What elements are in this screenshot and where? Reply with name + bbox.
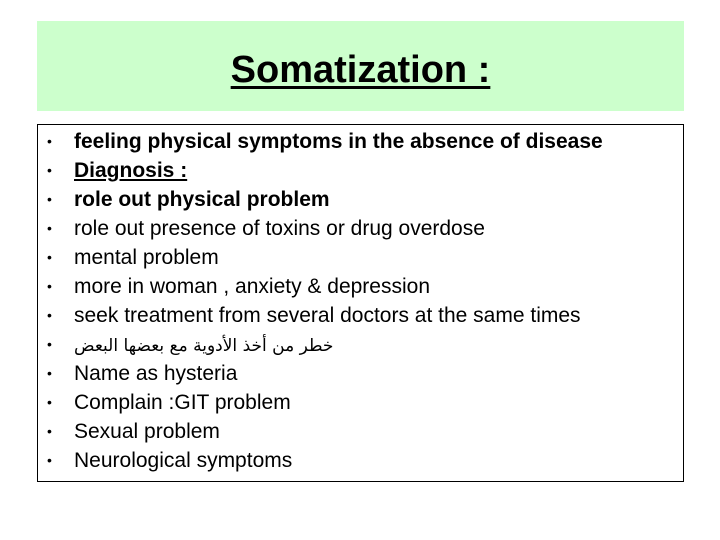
slide-title: Somatization : — [230, 48, 491, 91]
bullet-text: seek treatment from several doctors at the same times — [74, 304, 581, 327]
bullet-list — [38, 127, 683, 475]
bullet-dot-icon: • — [47, 307, 52, 323]
title-banner — [37, 21, 684, 111]
bullet-text: role out presence of toxins or drug overdose — [74, 217, 485, 240]
bullet-dot-icon: • — [47, 423, 52, 439]
bullet-item — [38, 417, 683, 446]
bullet-dot-icon: • — [47, 133, 52, 149]
bullet-dot-icon: • — [47, 365, 52, 381]
bullet-dot-icon: • — [47, 249, 52, 265]
bullet-text: mental problem — [74, 246, 219, 269]
bullet-dot-icon: • — [47, 220, 52, 236]
bullet-text: Neurological symptoms — [74, 449, 293, 472]
bullet-text: خطر من أخذ الأدوية مع بعضها البعض — [74, 336, 334, 356]
bullet-dot-icon: • — [47, 162, 52, 178]
bullet-item — [38, 156, 683, 185]
bullet-text: more in woman , anxiety & depression — [74, 275, 431, 298]
bullet-item — [38, 243, 683, 272]
bullet-item — [38, 214, 683, 243]
bullet-text: Name as hysteria — [74, 362, 238, 385]
bullet-item — [38, 272, 683, 301]
bullet-text: Complain :GIT problem — [74, 391, 291, 414]
bullet-item — [38, 446, 683, 475]
bullet-text: Sexual problem — [74, 420, 220, 443]
bullet-text: feeling physical symptoms in the absence of disease — [74, 130, 603, 153]
bullet-text: role out physical problem — [74, 188, 330, 211]
bullet-item — [38, 301, 683, 330]
bullet-item — [38, 359, 683, 388]
bullet-text: Diagnosis : — [74, 159, 188, 182]
bullet-item — [38, 330, 683, 359]
content-box — [37, 124, 684, 482]
bullet-dot-icon: • — [47, 336, 52, 352]
bullet-dot-icon: • — [47, 191, 52, 207]
bullet-item — [38, 185, 683, 214]
bullet-item — [38, 388, 683, 417]
bullet-dot-icon: • — [47, 452, 52, 468]
bullet-dot-icon: • — [47, 394, 52, 410]
bullet-item — [38, 127, 683, 156]
bullet-dot-icon: • — [47, 278, 52, 294]
